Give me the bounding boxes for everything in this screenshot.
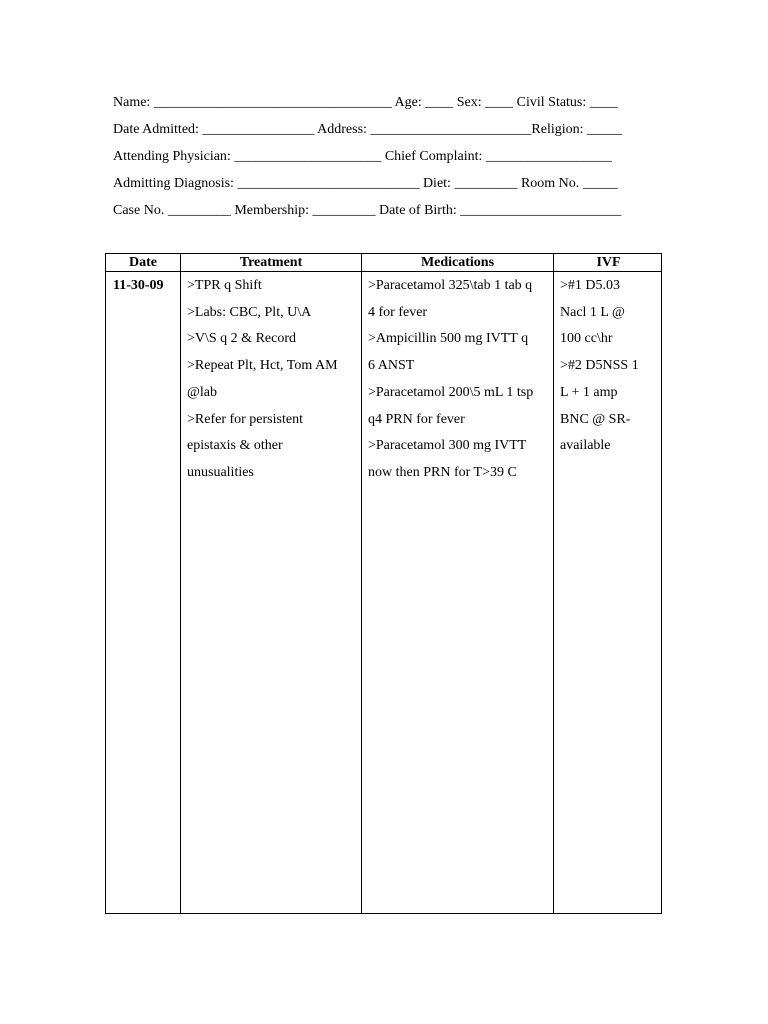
case-membership-birth-line: Case No. _________ Membership: _________ Date of Birth: _______________________ [113,203,622,218]
ivf-line: available [560,438,611,454]
treatment-line: >Labs: CBC, Plt, U\A [187,304,312,320]
treatment-column-body [187,273,357,487]
ivf-line: L + 1 amp [560,384,618,400]
ivf-line: BNC @ SR- [560,411,631,427]
medication-line: 4 for fever [368,304,428,320]
diagnosis-diet-room-line: Admitting Diagnosis: __________________________ Diet: _________ Room No. _____ [113,176,618,191]
treatment-line: >TPR q Shift [187,278,262,293]
ivf-line: >#2 D5NSS 1 [560,358,639,374]
treatment-line: >Refer for persistent [187,411,303,427]
treatment-line: epistaxis & other [187,438,283,454]
ivf-line: >#1 D5.03 [560,278,621,293]
treatment-line: @lab [187,384,217,400]
admission-address-religion-line: Date Admitted: ________________ Address: _______________________Religion: _____ [113,122,623,137]
medication-line: now then PRN for T>39 C [368,464,517,480]
ivf-column-body [560,273,659,460]
treatment-line: unusualities [187,464,254,480]
medication-line: >Ampicillin 500 mg IVTT q [368,331,529,347]
ivf-line: 100 cc\hr [560,331,613,347]
medication-line: q4 PRN for fever [368,411,465,427]
treatment-line: >V\S q 2 & Record [187,331,296,347]
doctors-orders-table [105,253,662,914]
date-value: 11-30-09 [113,278,164,293]
date-column [106,254,181,913]
medication-line: >Paracetamol 200\5 mL 1 tsp [368,384,534,400]
ivf-column-header: IVF [596,255,621,270]
treatment-column-header: Treatment [239,255,303,270]
date-column-body [113,273,176,300]
name-age-sex-status-line: Name: __________________________________ Age: ____ Sex: ____ Civil Status: ____ [113,95,618,110]
medication-line: 6 ANST [368,358,415,374]
medications-column-header: Medications [420,255,495,270]
physician-complaint-line: Attending Physician: _____________________ Chief Complaint: __________________ [113,149,612,164]
medication-line: >Paracetamol 300 mg IVTT [368,438,527,454]
treatment-line: >Repeat Plt, Hct, Tom AM [187,358,338,374]
treatment-column [181,254,362,913]
medications-column [362,254,554,913]
ivf-line: Nacl 1 L @ [560,304,625,320]
medications-column-body [368,273,549,487]
date-column-header: Date [129,255,157,270]
patient-info-header [113,93,673,228]
medication-line: >Paracetamol 325\tab 1 tab q [368,278,533,293]
ivf-column [554,254,663,913]
